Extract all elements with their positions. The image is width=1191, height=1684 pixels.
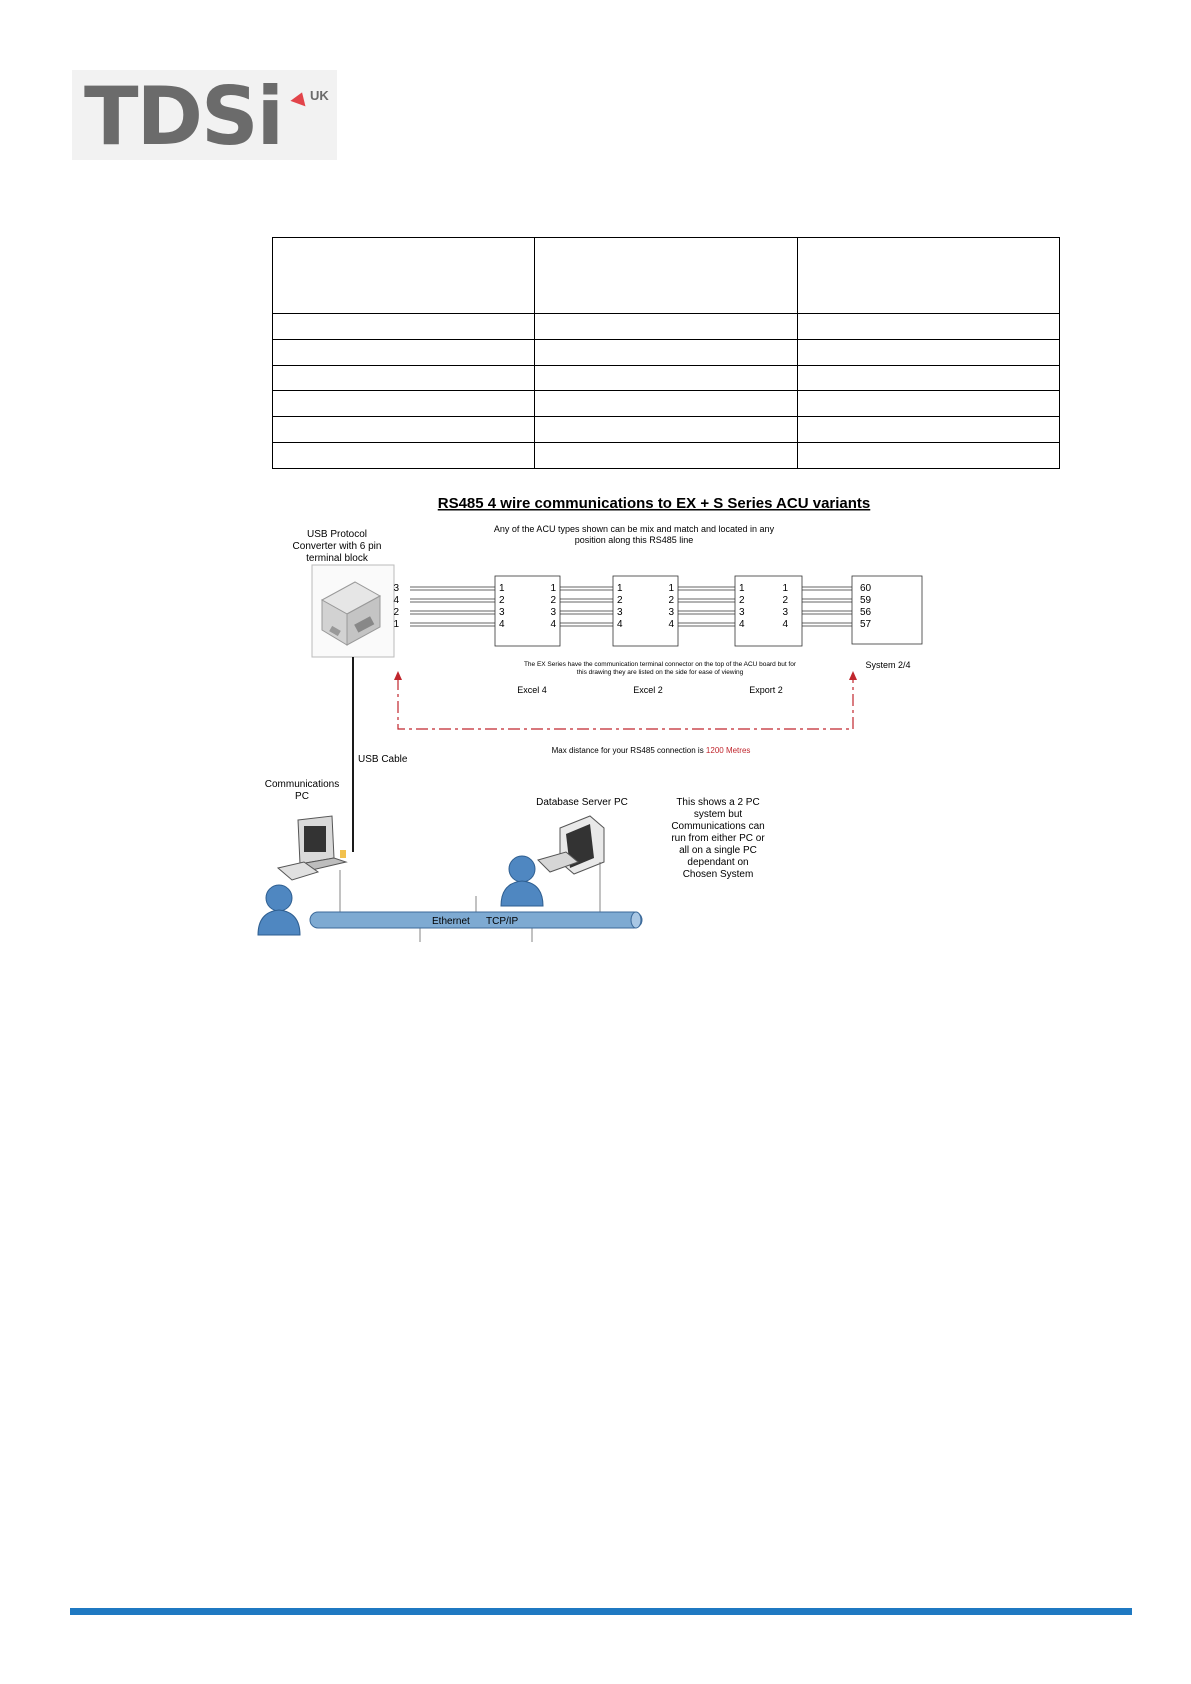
acu-pin: 3: [550, 607, 556, 618]
table-cell: [535, 339, 797, 365]
table-cell: [797, 314, 1059, 340]
acu-pin: 1: [550, 583, 556, 594]
table-row: [273, 417, 1060, 443]
max-distance-label: Max distance for your RS485 connection is: [551, 746, 706, 755]
acu-pin: 4: [550, 619, 556, 630]
table-cell: [535, 238, 797, 314]
system-note-line: dependant on: [687, 857, 749, 868]
acu-excel-2: [613, 576, 678, 646]
system-note-line: all on a single PC: [679, 845, 757, 856]
table-cell: [535, 443, 797, 469]
acu-pin: 1: [668, 583, 674, 594]
table-cell: [797, 443, 1059, 469]
acu-pin: 4: [499, 619, 505, 630]
distance-indicator: [398, 678, 853, 729]
arrow-up-icon: [394, 671, 402, 680]
acu-pin: 1: [617, 583, 623, 594]
acu-excel-4: [495, 576, 560, 646]
empty-table: [272, 237, 1060, 469]
converter-pin: 4: [393, 595, 399, 606]
max-distance-text: [552, 746, 751, 755]
top-note-line-2: position along this RS485 line: [574, 535, 694, 545]
top-note-line-1: Any of the ACU types shown can be mix and match and located in any: [493, 524, 775, 534]
converter-label-1: USB Protocol: [306, 529, 368, 540]
tcpip-label: TCP/IP: [486, 916, 519, 927]
table-cell: [273, 443, 535, 469]
acu-pin: 3: [782, 607, 788, 618]
comms-pc-label-2: PC: [295, 791, 309, 802]
system-pin: 56: [860, 607, 872, 618]
usb-converter-device: [312, 565, 394, 657]
system-note-line: Communications can: [671, 821, 765, 832]
ex-note-line-1: The EX Series have the communication terminal connector on the top of the ACU board but for: [523, 661, 797, 668]
max-distance-value: 1200 Metres: [705, 746, 751, 755]
acu-pin: 3: [617, 607, 623, 618]
table-cell: [273, 417, 535, 443]
db-server-computer-icon: [538, 816, 604, 874]
acu-pin: 4: [739, 619, 745, 630]
acu-pin: 1: [782, 583, 788, 594]
converter-pin: 3: [393, 583, 399, 594]
logo-region: UK: [310, 88, 329, 103]
system-note-line: run from either PC or: [671, 833, 765, 844]
acu-pin: 2: [550, 595, 556, 606]
table-row: [273, 339, 1060, 365]
acu-name: Export 2: [749, 685, 783, 695]
acu-pin: 2: [617, 595, 623, 606]
logo-wordmark: TDSi: [84, 70, 283, 163]
table-cell: [797, 238, 1059, 314]
table-cell: [273, 391, 535, 417]
table-cell: [273, 314, 535, 340]
acu-pin: 4: [668, 619, 674, 630]
footer-bar: [70, 1608, 1132, 1615]
table-cell: [535, 391, 797, 417]
acu-pin: 2: [668, 595, 674, 606]
table-row: [273, 314, 1060, 340]
system-name: System 2/4: [865, 660, 911, 670]
acu-name: Excel 4: [517, 685, 547, 695]
tdsi-logo: [72, 70, 337, 163]
table-row: [273, 443, 1060, 469]
converter-pin: 2: [393, 607, 399, 618]
acu-pin: 2: [499, 595, 505, 606]
diagram-title: RS485 4 wire communications to EX + S Series ACU variants: [437, 495, 871, 512]
acu-pin: 3: [499, 607, 505, 618]
user-icon: [501, 856, 543, 906]
table-row: [273, 391, 1060, 417]
acu-pin: 4: [782, 619, 788, 630]
system-2-4-box: [852, 576, 922, 644]
system-note-line: system but: [693, 809, 743, 820]
rs485-wiring-diagram: [240, 492, 950, 952]
ethernet-label: Ethernet: [432, 916, 470, 927]
acu-export-2: [735, 576, 802, 646]
acu-name: Excel 2: [633, 685, 663, 695]
converter-label-2: Converter with 6 pin: [292, 541, 382, 552]
system-pin: 57: [860, 619, 872, 630]
table-cell: [797, 365, 1059, 391]
user-icon: [258, 885, 300, 935]
table-row: [273, 365, 1060, 391]
table-header-row: [273, 238, 1060, 314]
system-pin: 60: [860, 583, 872, 594]
arrow-up-icon: [849, 671, 857, 680]
table-cell: [797, 391, 1059, 417]
system-note-line: Chosen System: [682, 869, 754, 880]
system-note-line: This shows a 2 PC: [676, 797, 760, 808]
ethernet-drops: [340, 862, 600, 942]
table-cell: [273, 238, 535, 314]
table-cell: [535, 365, 797, 391]
acu-pin: 3: [739, 607, 745, 618]
acu-pin: 4: [617, 619, 623, 630]
logo-accent-mark: [290, 90, 309, 107]
ethernet-bus: [310, 912, 642, 928]
acu-pin: 1: [499, 583, 505, 594]
acu-pin: 2: [782, 595, 788, 606]
table-cell: [797, 339, 1059, 365]
comms-pc-label-1: Communications: [264, 779, 340, 790]
system-pin: 59: [860, 595, 872, 606]
table-cell: [273, 365, 535, 391]
table-cell: [535, 314, 797, 340]
converter-label-3: terminal block: [306, 553, 368, 564]
ex-note-line-2: this drawing they are listed on the side for ease of viewing: [576, 669, 744, 676]
usb-cable-label: USB Cable: [358, 754, 408, 765]
acu-pin: 2: [739, 595, 745, 606]
db-server-label: Database Server PC: [536, 797, 628, 808]
table-cell: [535, 417, 797, 443]
table-cell: [273, 339, 535, 365]
acu-pin: 1: [739, 583, 745, 594]
table-cell: [797, 417, 1059, 443]
acu-pin: 3: [668, 607, 674, 618]
converter-pin: 1: [393, 619, 399, 630]
comms-pc-computer-icon: [278, 816, 346, 880]
